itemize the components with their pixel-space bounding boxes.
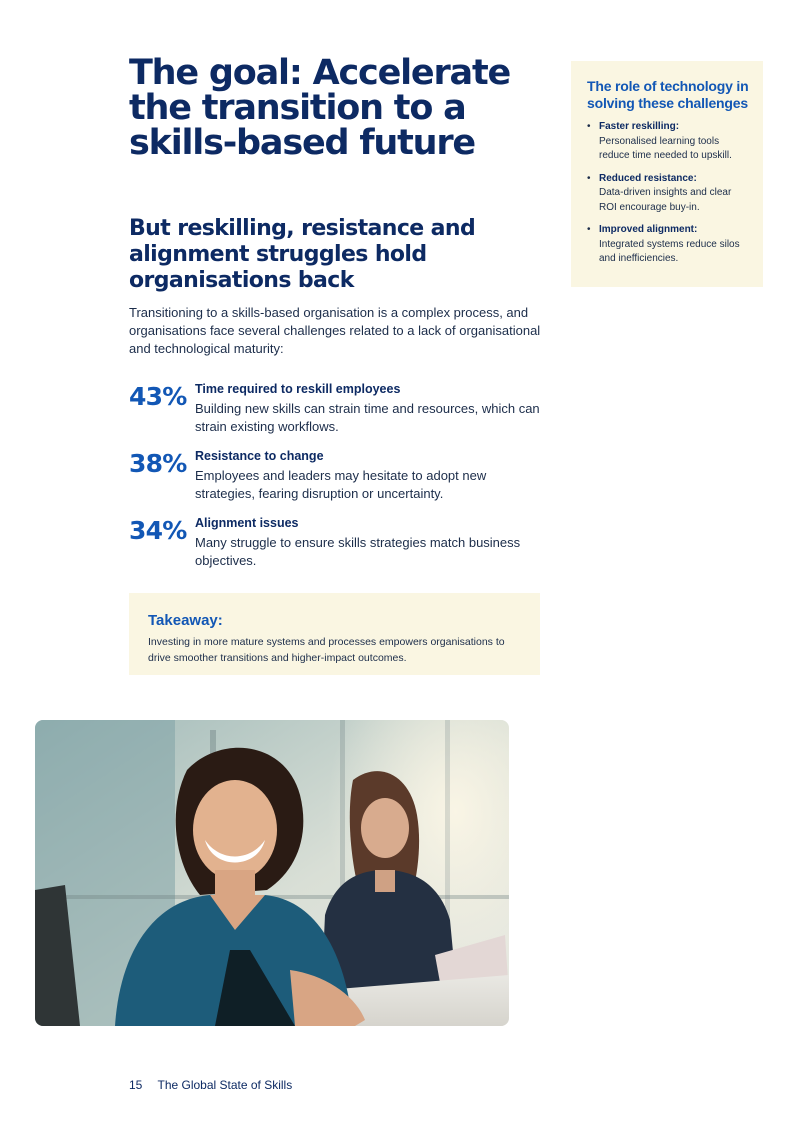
stat-item xyxy=(129,516,541,576)
stat-item xyxy=(129,449,541,509)
stat-title: Alignment issues xyxy=(195,516,299,530)
sidebar-list-item xyxy=(587,172,749,216)
stat-description: Building new skills can strain time and resources, which can strain existing workflows. xyxy=(195,401,540,434)
sidebar-item-text: Integrated systems reduce silos and inefficiencies. xyxy=(599,238,740,264)
publication-title: The Global State of Skills xyxy=(157,1078,293,1092)
stat-description: Many struggle to ensure skills strategies match business objectives. xyxy=(195,535,521,568)
takeaway-heading: Takeaway: xyxy=(148,612,223,629)
sidebar-item-text: Personalised learning tools reduce time needed to upskill. xyxy=(599,135,732,161)
technology-sidebar xyxy=(571,61,763,287)
stat-title: Resistance to change xyxy=(195,449,324,463)
takeaway-text: Investing in more mature systems and processes empowers organisations to drive smoother transitions and higher-impact outcomes. xyxy=(148,636,505,664)
sidebar-list xyxy=(587,120,749,267)
stat-value: 38% xyxy=(129,449,187,478)
stat-title: Time required to reskill employees xyxy=(195,382,401,396)
page-subtitle: But reskilling, resistance and alignment struggles hold organisations back xyxy=(129,216,476,293)
intro-paragraph: Transitioning to a skills-based organisation is a complex process, and organisations face several challenges related to a lack of organisational and technological maturity: xyxy=(129,305,541,356)
sidebar-list-item xyxy=(587,223,749,267)
sidebar-heading: The role of technology in solving these challenges xyxy=(587,78,749,111)
stat-value: 34% xyxy=(129,516,187,545)
sidebar-list-item xyxy=(587,120,749,164)
sidebar-item-title: Improved alignment: xyxy=(599,224,698,235)
office-photo xyxy=(35,720,509,1026)
bullet-icon: • xyxy=(587,172,591,184)
stat-item xyxy=(129,382,541,442)
sidebar-item-text: Data-driven insights and clear ROI encourage buy-in. xyxy=(599,187,732,213)
bullet-icon: • xyxy=(587,121,591,132)
stat-value: 43% xyxy=(129,382,187,411)
stat-description: Employees and leaders may hesitate to adopt new strategies, fearing disruption or uncertainty. xyxy=(195,468,487,501)
page-footer xyxy=(129,1078,292,1092)
page-number: 15 xyxy=(129,1078,143,1092)
sidebar-item-title: Faster reskilling: xyxy=(599,121,680,132)
takeaway-box xyxy=(129,593,540,675)
bullet-icon: • xyxy=(587,224,591,235)
photo-illustration xyxy=(35,720,509,1026)
sidebar-item-title: Reduced resistance: xyxy=(599,172,697,184)
page-title: The goal: Accelerate the transition to a skills-based future xyxy=(129,53,511,163)
